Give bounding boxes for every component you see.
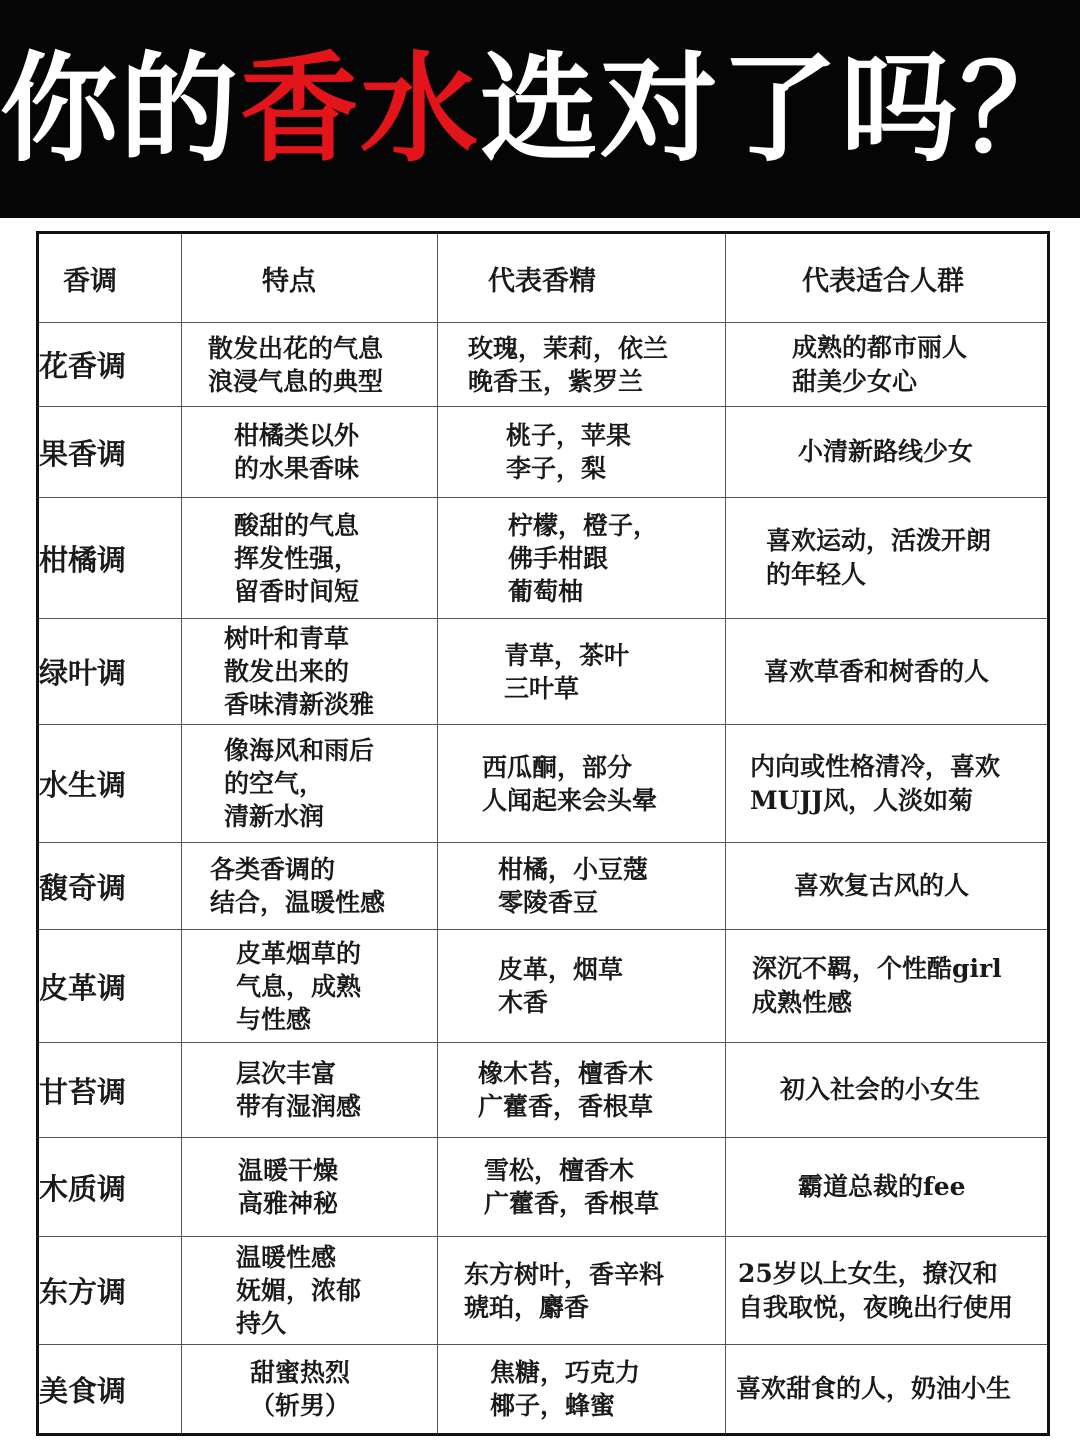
essence-cell [438, 1345, 726, 1435]
header-row [38, 233, 1049, 323]
crowd-cell-line: 自我取悦，夜晚出行使用 [738, 1292, 1014, 1322]
table-row [38, 1043, 1049, 1138]
feature-cell-line: 树叶和青草 [224, 624, 350, 653]
title-banner [0, 0, 1080, 218]
crowd-cell [726, 1138, 1049, 1237]
feature-cell [182, 1345, 438, 1435]
col-header-crowd: 代表适合人群 [726, 233, 1049, 323]
essence-cell-line: 三叶草 [504, 673, 580, 703]
crowd-cell-line: 内向或性格清冷，喜欢 [750, 751, 1001, 781]
feature-cell [182, 1138, 438, 1237]
tone-cell: 花香调 [38, 323, 182, 407]
feature-cell [182, 619, 438, 725]
feature-cell-line: 妩媚，浓郁 [236, 1276, 362, 1305]
feature-cell-line: 甜蜜热烈 [250, 1358, 351, 1387]
essence-cell-line: 橡木苔，檀香木 [478, 1059, 654, 1088]
feature-cell-line: 像海风和雨后 [224, 736, 375, 765]
crowd-cell-line: 初入社会的小女生 [780, 1075, 981, 1104]
table-row [38, 323, 1049, 407]
feature-cell [182, 1043, 438, 1138]
title-prefix: 你的 [0, 40, 240, 178]
tone-cell: 美食调 [38, 1345, 182, 1435]
tone-cell: 馥奇调 [38, 843, 182, 930]
feature-cell-line: 的水果香味 [234, 454, 360, 483]
col-header-tone: 香调 [38, 233, 182, 323]
essence-cell-line: 焦糖，巧克力 [490, 1358, 641, 1387]
table-row [38, 1138, 1049, 1237]
crowd-cell [726, 1237, 1049, 1345]
tone-cell: 果香调 [38, 407, 182, 498]
tone-cell: 东方调 [38, 1237, 182, 1345]
essence-cell-line: 广藿香，香根草 [484, 1189, 660, 1218]
feature-cell [182, 843, 438, 930]
table-row [38, 1345, 1049, 1435]
essence-cell [438, 1138, 726, 1237]
tone-cell: 木质调 [38, 1138, 182, 1237]
essence-cell [438, 619, 726, 725]
feature-cell-line: 散发出花的气息 [208, 333, 384, 363]
essence-cell-line: 桃子，苹果 [506, 421, 632, 450]
feature-cell-line: 气息，成熟 [236, 971, 362, 1001]
table-row [38, 407, 1049, 498]
essence-cell-line: 玫瑰，茉莉，依兰 [468, 333, 669, 363]
essence-cell [438, 1043, 726, 1138]
feature-cell-line: 挥发性强， [234, 543, 360, 573]
feature-cell-line: 的空气， [224, 769, 325, 798]
essence-cell-line: 广藿香，香根草 [478, 1092, 654, 1121]
essence-cell [438, 407, 726, 498]
crowd-cell [726, 930, 1049, 1043]
feature-cell [182, 323, 438, 407]
feature-cell [182, 498, 438, 619]
feature-cell-line: 清新水润 [224, 802, 325, 831]
table-body [38, 323, 1049, 1435]
essence-cell-line: 雪松，檀香木 [484, 1156, 635, 1185]
feature-cell-line: 高雅神秘 [238, 1189, 339, 1218]
crowd-cell [726, 843, 1049, 930]
tone-cell: 绿叶调 [38, 619, 182, 725]
essence-cell-line: 葡萄柚 [508, 576, 584, 606]
feature-cell-line: 温暖性感 [236, 1243, 337, 1272]
feature-cell-line: 散发出来的 [224, 657, 350, 686]
essence-cell [438, 725, 726, 843]
page-title [0, 40, 1080, 178]
essence-cell [438, 930, 726, 1043]
feature-cell-line: 层次丰富 [236, 1059, 337, 1088]
crowd-cell-line: 喜欢甜食的人，奶油小生 [736, 1374, 1012, 1403]
crowd-cell [726, 1345, 1049, 1435]
essence-cell-line: 零陵香豆 [498, 888, 599, 917]
crowd-cell [726, 1043, 1049, 1138]
feature-cell-line: 持久 [236, 1309, 287, 1338]
table-row [38, 1237, 1049, 1345]
feature-cell-line: （斩男） [250, 1391, 351, 1420]
table-row [38, 930, 1049, 1043]
crowd-cell-line: 的年轻人 [766, 560, 867, 589]
essence-cell-line: 青草，茶叶 [504, 640, 630, 670]
feature-cell [182, 930, 438, 1043]
feature-cell-line: 香味清新淡雅 [224, 690, 375, 719]
essence-cell-line: 晚香玉，紫罗兰 [468, 366, 644, 396]
essence-cell-line: 木香 [498, 988, 549, 1017]
crowd-cell-line: 成熟性感 [752, 988, 853, 1017]
essence-cell-line: 东方树叶，香辛料 [464, 1259, 665, 1289]
tone-cell: 甘苔调 [38, 1043, 182, 1138]
tone-cell: 柑橘调 [38, 498, 182, 619]
feature-cell [182, 725, 438, 843]
crowd-cell [726, 498, 1049, 619]
tone-cell: 皮革调 [38, 930, 182, 1043]
crowd-cell-line: 深沉不羁，个性酷girl [752, 954, 1002, 983]
table-row [38, 619, 1049, 725]
essence-cell-line: 椰子，蜂蜜 [490, 1391, 616, 1420]
table-row [38, 725, 1049, 843]
essence-cell [438, 1237, 726, 1345]
title-highlight: 香水 [240, 40, 481, 178]
feature-cell-line: 柑橘类以外 [234, 421, 360, 450]
crowd-cell-line: 小清新路线少女 [798, 437, 974, 466]
tone-cell: 水生调 [38, 725, 182, 843]
essence-cell-line: 琥珀，麝香 [464, 1292, 590, 1322]
crowd-cell-line: 霸道总裁的fee [798, 1172, 966, 1201]
feature-cell-line: 酸甜的气息 [234, 510, 360, 540]
feature-cell [182, 407, 438, 498]
essence-cell [438, 323, 726, 407]
feature-cell-line: 皮革烟草的 [236, 938, 362, 968]
feature-cell-line: 各类香调的 [210, 855, 336, 884]
feature-cell-line: 温暖干燥 [238, 1156, 339, 1185]
crowd-cell-line: 喜欢运动，活泼开朗 [766, 526, 992, 555]
col-header-feature: 特点 [182, 233, 438, 323]
feature-cell-line: 留香时间短 [234, 576, 360, 606]
essence-cell [438, 843, 726, 930]
essence-cell [438, 498, 726, 619]
feature-cell-line: 浪浸气息的典型 [208, 366, 384, 396]
table-row [38, 498, 1049, 619]
crowd-cell [726, 323, 1049, 407]
crowd-cell-line: 甜美少女心 [792, 366, 918, 396]
crowd-cell-line: 喜欢复古风的人 [794, 871, 970, 900]
essence-cell-line: 李子，梨 [506, 454, 607, 483]
feature-cell [182, 1237, 438, 1345]
feature-cell-line: 结合，温暖性感 [210, 888, 386, 917]
essence-cell-line: 佛手柑跟 [508, 543, 609, 573]
essence-cell-line: 人闻起来会头晕 [482, 785, 658, 815]
crowd-cell-line: MUJJ风，人淡如菊 [750, 785, 974, 815]
table-row [38, 843, 1049, 930]
perfume-table [36, 231, 1050, 1436]
feature-cell-line: 带有湿润感 [236, 1092, 362, 1121]
essence-cell-line: 西瓜酮，部分 [482, 752, 633, 782]
crowd-cell [726, 725, 1049, 843]
essence-cell-line: 皮革，烟草 [498, 955, 624, 984]
col-header-essence: 代表香精 [438, 233, 726, 323]
crowd-cell-line: 25岁以上女生，撩汉和 [738, 1258, 998, 1288]
feature-cell-line: 与性感 [236, 1004, 312, 1034]
crowd-cell [726, 619, 1049, 725]
essence-cell-line: 柠檬，橙子， [508, 510, 659, 540]
essence-cell-line: 柑橘，小豆蔻 [498, 855, 649, 884]
title-suffix: 选对了吗？ [480, 40, 1080, 178]
crowd-cell [726, 407, 1049, 498]
crowd-cell-line: 喜欢草香和树香的人 [764, 656, 990, 686]
crowd-cell-line: 成熟的都市丽人 [792, 332, 968, 362]
